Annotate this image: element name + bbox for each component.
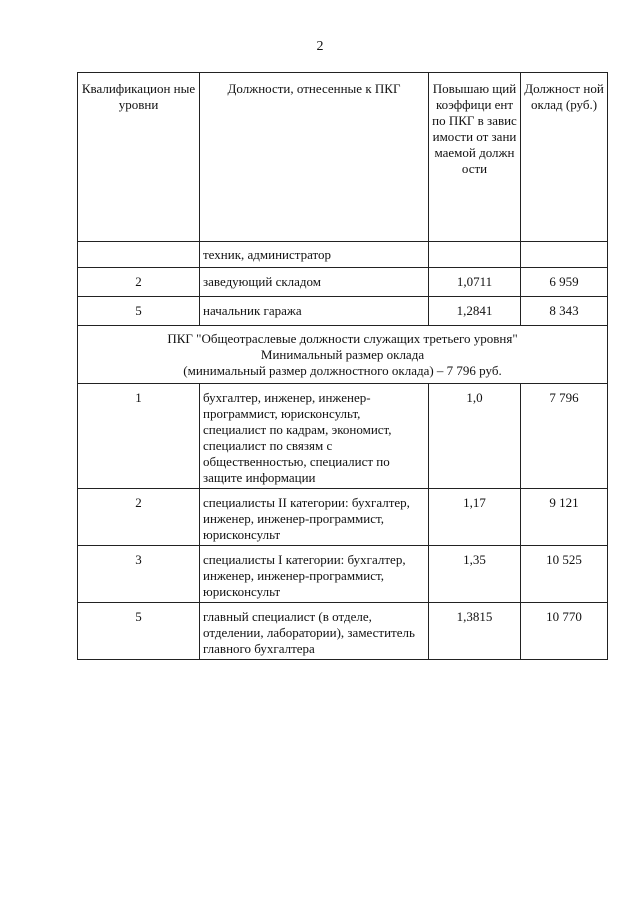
cell-level: 1: [78, 384, 200, 489]
cell-level: 2: [78, 268, 200, 297]
table-row: [78, 384, 608, 489]
table-row: [78, 489, 608, 546]
cell-salary: 8 343: [521, 297, 608, 326]
cell-coefficient: 1,35: [429, 546, 521, 603]
table-row: [78, 546, 608, 603]
cell-level: 3: [78, 546, 200, 603]
cell-coefficient: 1,0711: [429, 268, 521, 297]
cell-level: 5: [78, 603, 200, 660]
table-row: [78, 268, 608, 297]
cell-salary: [521, 242, 608, 268]
cell-level: [78, 242, 200, 268]
cell-level: 5: [78, 297, 200, 326]
group-title: ПКГ "Общеотраслевые должности служащих третьего уровня": [167, 331, 518, 346]
cell-position: начальник гаража: [200, 297, 429, 326]
header-positions: Должности, отнесенные к ПКГ: [200, 73, 429, 242]
group-header-cell: [78, 326, 608, 384]
cell-coefficient: [429, 242, 521, 268]
cell-salary: 6 959: [521, 268, 608, 297]
cell-level: 2: [78, 489, 200, 546]
cell-salary: 10 525: [521, 546, 608, 603]
cell-coefficient: 1,2841: [429, 297, 521, 326]
cell-position: бухгалтер, инженер, инженер-программист, юрисконсульт, специалист по кадрам, экономист, специалист по связям с общественностью, специалист по защите информации: [200, 384, 429, 489]
cell-position: специалисты I категории: бухгалтер, инженер, инженер-программист, юрисконсульт: [200, 546, 429, 603]
page-number: 2: [316, 39, 324, 54]
header-qualification-levels: Квалификацион ные уровни: [78, 73, 200, 242]
group-header-row: [78, 326, 608, 384]
cell-coefficient: 1,3815: [429, 603, 521, 660]
group-min-salary-label: Минимальный размер оклада: [260, 347, 425, 362]
cell-salary: 9 121: [521, 489, 608, 546]
table-row: [78, 603, 608, 660]
cell-salary: 7 796: [521, 384, 608, 489]
cell-position: главный специалист (в отделе, отделении, лаборатории), заместитель главного бухгалтера: [200, 603, 429, 660]
cell-position: заведующий складом: [200, 268, 429, 297]
table-header-row: [78, 73, 608, 242]
cell-position: специалисты II категории: бухгалтер, инженер, инженер-программист, юрисконсульт: [200, 489, 429, 546]
cell-coefficient: 1,0: [429, 384, 521, 489]
cell-position: техник, администратор: [200, 242, 429, 268]
header-coefficient: Повышаю щий коэффици ент по ПКГ в зависимости от занимаемой должности: [429, 73, 521, 242]
table-row: [78, 297, 608, 326]
salary-table: [77, 72, 608, 660]
group-min-salary-value: (минимальный размер должностного оклада) – 7 796 руб.: [183, 363, 502, 378]
header-salary: Должност ной оклад (руб.): [521, 73, 608, 242]
cell-coefficient: 1,17: [429, 489, 521, 546]
table-row: [78, 242, 608, 268]
cell-salary: 10 770: [521, 603, 608, 660]
